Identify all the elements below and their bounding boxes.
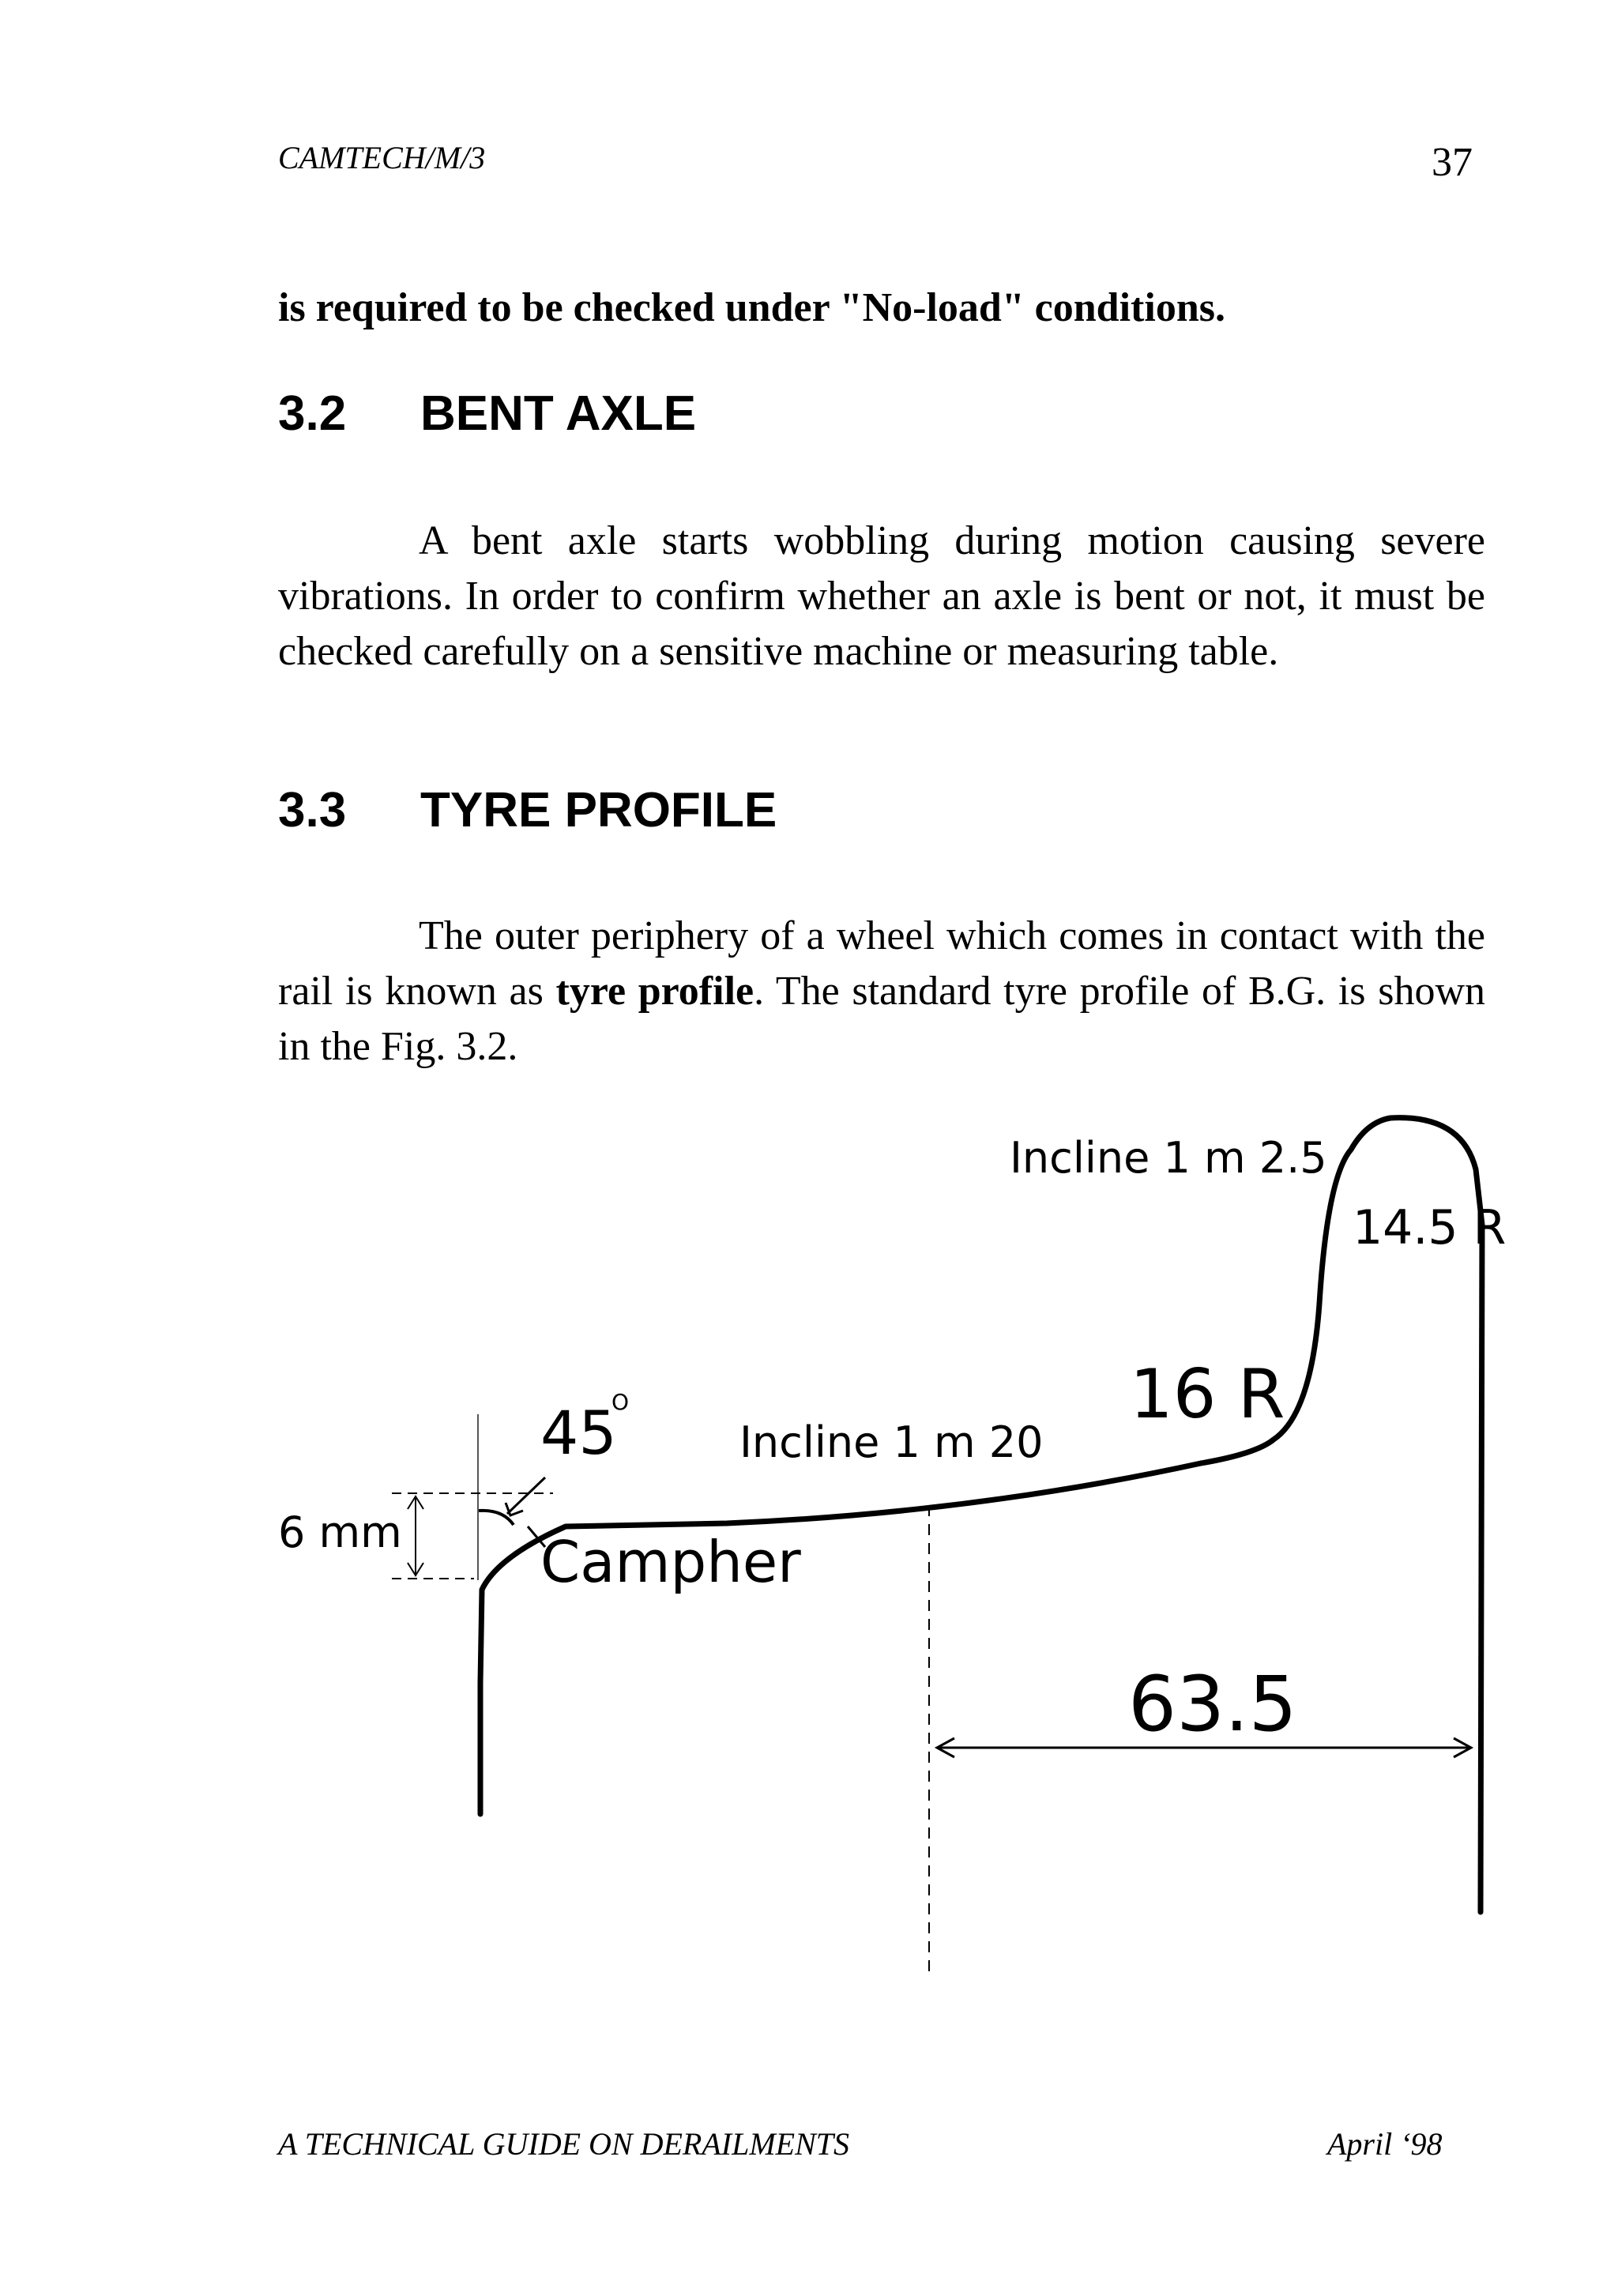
footer-title: A TECHNICAL GUIDE ON DERAILMENTS <box>278 2126 850 2162</box>
label-chamfer-depth: 6 mm <box>278 1507 402 1557</box>
label-dimension: 63.5 <box>1128 1660 1297 1748</box>
section-title: TYRE PROFILE <box>420 783 777 837</box>
label-incline-flange: Incline 1 m 2.5 <box>1010 1133 1327 1183</box>
tyre-profile-outline <box>480 1118 1482 1912</box>
section-number: 3.3 <box>278 783 347 837</box>
paragraph-text: A bent axle starts wobbling during motion causing severe vibrations. In order to confirm whether an axle is bent or not, it must be checked carefully on a sensitive machine or measuring table. <box>278 518 1485 674</box>
page-number: 37 <box>1432 140 1473 185</box>
angle-leader-line <box>507 1477 545 1514</box>
label-incline-tread: Incline 1 m 20 <box>739 1417 1044 1467</box>
term-tyre-profile: tyre profile <box>555 969 754 1014</box>
paragraph-text: The outer periphery of a wheel which comes in contact with the rail is known as <box>278 913 1485 1014</box>
degree-symbol: O <box>611 1389 630 1415</box>
label-chamfer-angle: 45 <box>540 1398 617 1468</box>
label-flange-radius: 14.5 R <box>1353 1200 1507 1255</box>
section-number: 3.2 <box>278 386 347 441</box>
continuation-sentence: is required to be checked under "No-load" conditions. <box>278 285 1225 330</box>
running-header: CAMTECH/M/3 <box>278 140 486 175</box>
footer-date: April ‘98 <box>1327 2126 1443 2162</box>
paragraph-text-end: . The standard tyre profile of B.G. is shown in the Fig. 3.2. <box>278 969 1486 1069</box>
label-chamfer: Campher <box>540 1529 801 1595</box>
label-throat-radius: 16 R <box>1130 1355 1285 1434</box>
section-title: BENT AXLE <box>420 386 697 441</box>
